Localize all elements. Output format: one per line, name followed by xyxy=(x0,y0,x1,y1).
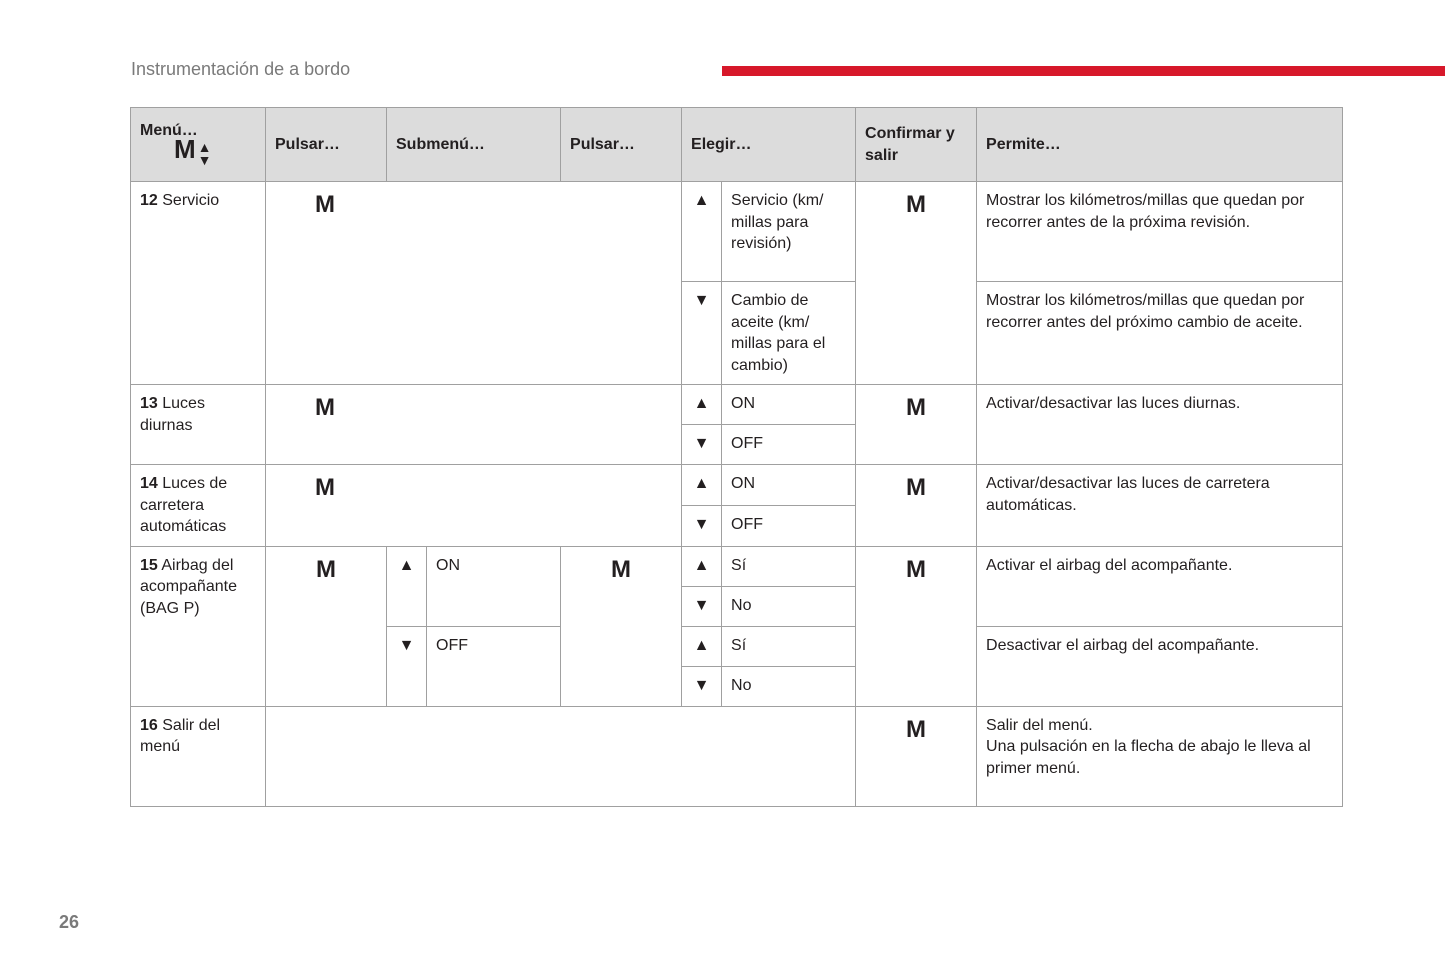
empty-cell xyxy=(266,706,856,806)
allows-service: Mostrar los kilómetros/millas que quedan por recorrer antes de la próxima revisión. xyxy=(977,182,1343,282)
table-row xyxy=(131,385,1343,425)
press-cell xyxy=(266,465,682,547)
menu-item-12: 12 Servicio xyxy=(131,182,266,385)
menu-item-13: 13 Luces diurnas xyxy=(131,385,266,465)
m-key-icon: M xyxy=(906,394,927,421)
allows-oil-change: Mostrar los kilómetros/millas que quedan por recorrer antes del próximo cambio de aceite. xyxy=(977,282,1343,385)
menu-item-15: 15 Airbag del acompañante (BAG P) xyxy=(131,546,266,706)
col-press-1: Pulsar… xyxy=(266,108,387,182)
m-key-icon: M xyxy=(315,474,335,501)
section-title: Instrumentación de a bordo xyxy=(131,59,351,79)
option-on: ON xyxy=(722,385,856,425)
m-key-icon: M xyxy=(315,394,335,421)
allows-exit-menu: Salir del menú. Una pulsación en la flecha de abajo le lleva al primer menú. xyxy=(977,706,1343,806)
m-key-icon: M xyxy=(316,555,336,583)
m-key-icon: M xyxy=(315,191,335,218)
col-confirm: Confirmar y salir xyxy=(856,108,977,182)
up-arrow-icon: ▲ xyxy=(387,546,427,626)
choice-no: No xyxy=(722,666,856,706)
up-down-arrows-icon: ▲ ▼ xyxy=(197,138,212,168)
confirm-cell xyxy=(856,546,977,706)
press-cell xyxy=(266,385,682,465)
table-header-row xyxy=(131,108,1343,182)
col-press-2: Pulsar… xyxy=(561,108,682,182)
m-key-icon: M xyxy=(906,715,927,743)
confirm-cell xyxy=(856,706,977,806)
up-arrow-icon: ▲ xyxy=(682,182,722,282)
choice-yes: Sí xyxy=(722,626,856,666)
option-service: Servicio (km/ millas para revisión) xyxy=(722,182,856,282)
up-arrow-icon: ▲ xyxy=(682,626,722,666)
submenu-on: ON xyxy=(427,546,561,626)
m-key-icon: M xyxy=(611,555,632,583)
press-cell xyxy=(266,182,682,385)
menu-table xyxy=(130,107,1343,807)
m-key-icon: M xyxy=(906,191,927,218)
down-arrow-icon: ▼ xyxy=(682,282,722,385)
press-cell-2 xyxy=(561,546,682,706)
press-cell xyxy=(266,546,387,706)
col-allows: Permite… xyxy=(977,108,1343,182)
confirm-cell xyxy=(856,182,977,385)
up-arrow-icon: ▲ xyxy=(682,465,722,506)
allows-airbag-off: Desactivar el airbag del acompañante. xyxy=(977,626,1343,706)
table-row xyxy=(131,182,1343,282)
down-arrow-icon: ▼ xyxy=(387,626,427,706)
option-off: OFF xyxy=(722,425,856,465)
table-row xyxy=(131,465,1343,506)
menu-key-icon: M xyxy=(174,134,196,165)
table-row xyxy=(131,706,1343,806)
down-arrow-icon: ▼ xyxy=(682,505,722,546)
col-menu xyxy=(131,108,266,182)
m-key-icon: M xyxy=(906,474,927,501)
option-off: OFF xyxy=(722,505,856,546)
section-accent-bar xyxy=(722,66,1445,76)
down-arrow-icon: ▼ xyxy=(682,666,722,706)
down-arrow-icon: ▼ xyxy=(682,425,722,465)
page-number: 26 xyxy=(59,912,80,932)
submenu-off: OFF xyxy=(427,626,561,706)
choice-yes: Sí xyxy=(722,546,856,586)
allows-auto-high-beam: Activar/desactivar las luces de carretera automáticas. xyxy=(977,465,1343,547)
table-row xyxy=(131,546,1343,586)
col-choose: Elegir… xyxy=(682,108,856,182)
confirm-cell xyxy=(856,385,977,465)
menu-item-14: 14 Luces de carretera automáticas xyxy=(131,465,266,547)
up-arrow-icon: ▲ xyxy=(682,546,722,586)
m-key-icon: M xyxy=(906,555,927,583)
col-menu-label: Menú… xyxy=(140,122,198,140)
allows-daytime-lights: Activar/desactivar las luces diurnas. xyxy=(977,385,1343,465)
col-submenu: Submenú… xyxy=(387,108,561,182)
option-on: ON xyxy=(722,465,856,506)
option-oil-change: Cambio de aceite (km/ millas para el cambio) xyxy=(722,282,856,385)
up-arrow-icon: ▲ xyxy=(682,385,722,425)
menu-item-16: 16 Salir del menú xyxy=(131,706,266,806)
allows-airbag-on: Activar el airbag del acompañante. xyxy=(977,546,1343,626)
down-arrow-icon: ▼ xyxy=(682,586,722,626)
confirm-cell xyxy=(856,465,977,547)
choice-no: No xyxy=(722,586,856,626)
